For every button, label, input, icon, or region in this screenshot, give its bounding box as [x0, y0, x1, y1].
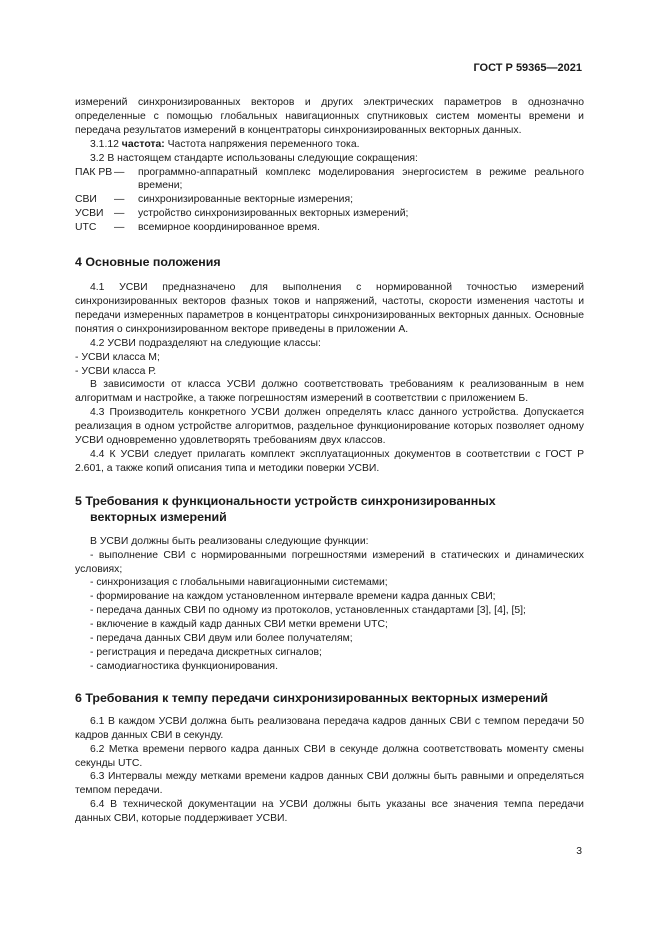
abbreviation-dash: —: [114, 208, 125, 220]
definition-3-1-12: 3.1.12 частота: Частота напряжения переменного тока.: [90, 138, 360, 150]
class-m-item: - УСВИ класса М;: [75, 351, 160, 363]
standard-header: ГОСТ Р 59365—2021: [473, 62, 582, 74]
list-item: - регистрация и передача дискретных сигналов;: [90, 647, 322, 658]
abbreviation-dash: —: [114, 194, 125, 206]
abbreviation-text: синхронизированные векторные измерения;: [138, 194, 353, 206]
document-body: [75, 96, 584, 826]
paragraph-4-2: 4.2 УСВИ подразделяют на следующие классы:: [90, 337, 321, 349]
abbreviation-row: [75, 221, 584, 235]
abbreviation-term: СВИ: [75, 194, 97, 206]
paragraph-4-4: 4.4 К УСВИ следует прилагать комплект эксплуатационных документов в соответствии с ГОСТ Р 2.601, а также копий описания типа и методики поверки УСВИ.: [75, 448, 584, 474]
list-item: - самодиагностика функционирования.: [90, 660, 278, 672]
abbreviations-intro: 3.2 В настоящем стандарте использованы следующие сокращения:: [90, 152, 418, 164]
abbreviation-text: всемирное координированное время.: [138, 222, 320, 234]
section-5-intro: В УСВИ должны быть реализованы следующие функции:: [90, 535, 369, 547]
abbreviation-row: [75, 193, 584, 207]
section-6-heading: 6 Требования к темпу передачи синхронизированных векторных измерений: [75, 690, 548, 705]
abbreviation-text: программно-аппаратный комплекс моделирования энергосистем в режиме реального времени;: [138, 166, 584, 192]
abbreviation-term: УСВИ: [75, 208, 104, 220]
paragraph-6-2: 6.2 Метка времени первого кадра данных СВИ в секунде должна соответствовать моменту смены секунды UTC.: [75, 743, 584, 769]
abbreviation-row: [75, 166, 584, 194]
list-item: - формирование на каждом установленном интервале времени кадра данных СВИ;: [90, 591, 496, 603]
list-item: - выполнение СВИ с нормированными погрешностями измерений в статических и динамических условиях;: [75, 549, 584, 575]
paragraph-4-2-detail: В зависимости от класса УСВИ должно соответствовать требованиям к реализованным в нем алгоритмам и настройке, а также погрешностям измерений в соответствии с приложением Б.: [75, 379, 584, 405]
list-item: - включение в каждый кадр данных СВИ метки времени UTC;: [90, 619, 388, 631]
section-5-heading: 5 Требования к функциональности устройств синхронизированных векторных измерений: [75, 493, 496, 524]
abbreviation-dash: —: [114, 166, 125, 178]
list-item: - передача данных СВИ по одному из протоколов, установленных стандартами [3], [4], [5];: [90, 605, 526, 617]
paragraph-6-4: 6.4 В технической документации на УСВИ должны быть указаны все значения темпа передачи данных СВИ, которые поддерживает УСВИ.: [75, 799, 584, 825]
intro-paragraph: измерений синхронизированных векторов и других электрических параметров в однозначно определенные с помощью глобальных навигационных спутниковых систем моменты времени и передача результатов измерений в концентраторы синхронизированных векторных данных.: [75, 97, 584, 136]
page-number: 3: [576, 846, 582, 857]
abbreviation-term: UTC: [75, 222, 97, 234]
list-item: - синхронизация с глобальными навигационными системами;: [90, 577, 388, 589]
definition-term: частота:: [121, 138, 165, 150]
section-4-heading: 4 Основные положения: [75, 255, 221, 270]
abbreviation-dash: —: [114, 222, 125, 234]
abbreviation-row: [75, 207, 584, 221]
paragraph-6-1: 6.1 В каждом УСВИ должна быть реализована передача кадров данных СВИ с темпом передачи 50 кадров данных СВИ в секунду.: [75, 715, 584, 741]
paragraph-4-1: 4.1 УСВИ предназначено для выполнения с нормированной точностью измерений синхронизированных векторов фазных токов и напряжений, частоты, скорости изменения частоты и передачи измеренных параметров в концентраторы синхронизированных векторных данных. Основные понятия о синхронизированном векторе приведены в приложении А.: [75, 282, 584, 335]
abbreviation-term: ПАК РВ: [75, 166, 113, 178]
paragraph-4-3: 4.3 Производитель конкретного УСВИ должен определять класс данного устройства. Допускается реализация в одном устройстве алгоритмов, раздельное функционирование которых позволяет одному УСВИ одновременно удовлетворять требованиям двух классов.: [75, 407, 584, 447]
list-item: - передача данных СВИ двум или более получателям;: [90, 633, 353, 645]
class-p-item: - УСВИ класса Р.: [75, 365, 157, 377]
abbreviation-text: устройство синхронизированных векторных измерений;: [138, 208, 409, 220]
paragraph-6-3: 6.3 Интервалы между метками времени кадров данных СВИ должны быть равными и определяться темпом передачи.: [75, 771, 584, 797]
